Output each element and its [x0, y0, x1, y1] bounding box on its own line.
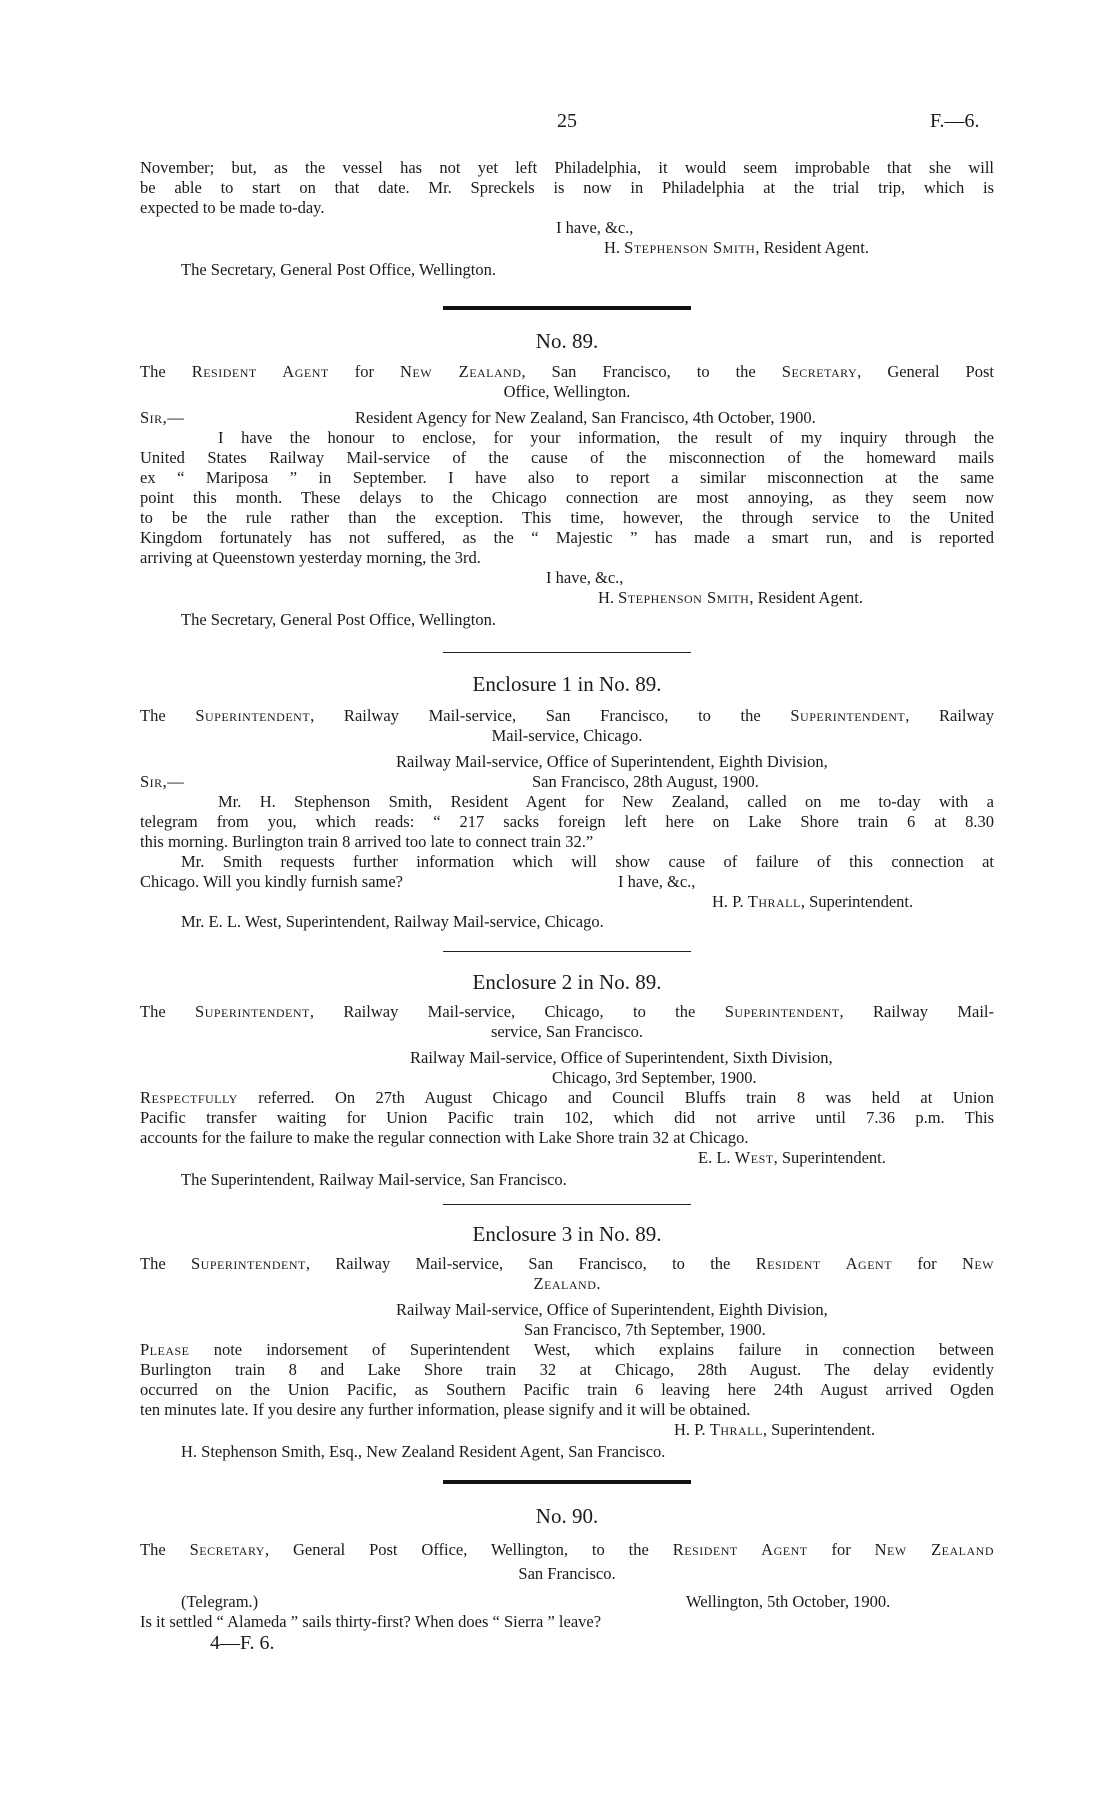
enc1-body-line-4: Mr. Smith requests further information which will show cause of failure of this connection at — [181, 852, 994, 871]
enc3-dateline-1: Railway Mail-service, Office of Superintendent, Eighth Division, — [396, 1300, 828, 1319]
opening-line-1: November; but, as the vessel has not yet left Philadelphia, it would seem improbable that she will — [140, 158, 994, 177]
section-divider — [443, 1204, 691, 1205]
enc1-body-line-5: Chicago. Will you kindly furnish same? — [140, 872, 403, 891]
no89-subtitle-line2: Office, Wellington. — [503, 382, 631, 401]
enc2-body-line-2: Pacific transfer waiting for Union Pacific train 102, which did not arrive until 7.36 p.m. This — [140, 1108, 994, 1127]
section-divider-thick — [443, 306, 691, 310]
section-title-enc2: Enclosure 2 in No. 89. — [472, 970, 662, 994]
enc1-body-line-2: telegram from you, which reads: “ 217 sacks foreign left here on Lake Shore train 6 at 8.30 — [140, 812, 994, 831]
enc1-subtitle-line1: The Superintendent, Railway Mail-service, San Francisco, to the Superintendent, Railway — [140, 706, 994, 725]
no89-salutation: Sir,— — [140, 408, 185, 427]
section-divider — [443, 951, 691, 952]
no89-body-line-3: ex “ Mariposa ” in September. I have also to report a similar misconnection at the same — [140, 468, 994, 487]
enc1-dateline-1: Railway Mail-service, Office of Superintendent, Eighth Division, — [396, 752, 828, 771]
no90-subtitle-line2: San Francisco. — [518, 1564, 616, 1583]
enc2-dateline-1: Railway Mail-service, Office of Superintendent, Sixth Division, — [410, 1048, 833, 1067]
no90-dateline: Wellington, 5th October, 1900. — [686, 1592, 891, 1611]
enc1-subtitle-line2: Mail-service, Chicago. — [491, 726, 643, 745]
enc2-body-line-1: Respectfully referred. On 27th August Chicago and Council Bluffs train 8 was held at Union — [140, 1088, 994, 1107]
enc2-signature: E. L. West, Superintendent. — [698, 1148, 886, 1167]
enc3-dateline-2: San Francisco, 7th September, 1900. — [524, 1320, 766, 1339]
no89-body-line-6: Kingdom fortunately has not suffered, as the “ Majestic ” has made a smart run, and is reported — [140, 528, 994, 547]
enc2-body-line-3: accounts for the failure to make the regular connection with Lake Shore train 32 at Chicago. — [140, 1128, 749, 1147]
enc2-addressee: The Superintendent, Railway Mail-service, San Francisco. — [181, 1170, 567, 1189]
enc1-body-line-3: this morning. Burlington train 8 arrived too late to connect train 32.” — [140, 832, 594, 851]
enc2-subtitle-line1: The Superintendent, Railway Mail-service, Chicago, to the Superintendent, Railway Mail- — [140, 1002, 995, 1021]
opening-line-3: expected to be made to-day. — [140, 198, 325, 217]
enc2-dateline-2: Chicago, 3rd September, 1900. — [552, 1068, 757, 1087]
section-title-enc3: Enclosure 3 in No. 89. — [472, 1222, 662, 1246]
enc3-addressee: H. Stephenson Smith, Esq., New Zealand Resident Agent, San Francisco. — [181, 1442, 666, 1461]
enc3-body-line-1: Please note indorsement of Superintendent West, which explains failure in connection between — [140, 1340, 994, 1359]
enc1-body-line-1: Mr. H. Stephenson Smith, Resident Agent for New Zealand, called on me to-day with a — [218, 792, 994, 811]
no89-subtitle-line1: The Resident Agent for New Zealand, San Francisco, to the Secretary, General Post — [140, 362, 994, 381]
opening-closing: I have, &c., — [556, 218, 634, 237]
enc3-subtitle-line2: Zealand. — [533, 1274, 601, 1293]
document-reference: F.—6. — [930, 110, 980, 132]
no89-closing: I have, &c., — [546, 568, 624, 587]
opening-line-2: be able to start on that date. Mr. Spreckels is now in Philadelphia at the trial trip, which is — [140, 178, 994, 197]
enc1-addressee: Mr. E. L. West, Superintendent, Railway Mail-service, Chicago. — [181, 912, 604, 931]
enc1-salutation: Sir,— — [140, 772, 185, 791]
opening-signature: H. Stephenson Smith, Resident Agent. — [604, 238, 869, 257]
section-title-no90: No. 90. — [535, 1504, 599, 1528]
no89-body-line-1: I have the honour to enclose, for your information, the result of my inquiry through the — [218, 428, 994, 447]
enc1-dateline-2: San Francisco, 28th August, 1900. — [532, 772, 759, 791]
section-title-enc1: Enclosure 1 in No. 89. — [472, 672, 662, 696]
no90-body: Is it settled “ Alameda ” sails thirty-first? When does “ Sierra ” leave? — [140, 1612, 602, 1631]
no89-signature: H. Stephenson Smith, Resident Agent. — [598, 588, 863, 607]
no90-subtitle-line1: The Secretary, General Post Office, Wellington, to the Resident Agent for New Zealand — [140, 1540, 995, 1559]
no89-body-line-5: to be the rule rather than the exception. This time, however, the through service to the United — [140, 508, 994, 527]
no89-addressee: The Secretary, General Post Office, Wellington. — [181, 610, 496, 629]
enc1-signature: H. P. Thrall, Superintendent. — [712, 892, 914, 911]
no90-telegram-label: (Telegram.) — [181, 1592, 259, 1611]
enc3-body-line-3: occurred on the Union Pacific, as Southern Pacific train 6 leaving here 24th August arrived Ogden — [140, 1380, 994, 1399]
signature-mark: 4—F. 6. — [210, 1632, 275, 1654]
no89-body-line-4: point this month. These delays to the Chicago connection are most annoying, as they seem now — [140, 488, 994, 507]
enc3-subtitle-line1: The Superintendent, Railway Mail-service, San Francisco, to the Resident Agent for New — [140, 1254, 995, 1273]
enc3-signature: H. P. Thrall, Superintendent. — [674, 1420, 876, 1439]
section-divider — [443, 652, 691, 653]
section-title-no89: No. 89. — [535, 329, 599, 353]
enc1-closing: I have, &c., — [618, 872, 696, 891]
opening-addressee: The Secretary, General Post Office, Wellington. — [181, 260, 496, 279]
enc3-body-line-4: ten minutes late. If you desire any further information, please signify and it will be obtained. — [140, 1400, 751, 1419]
enc3-body-line-2: Burlington train 8 and Lake Shore train 32 at Chicago, 28th August. The delay evidently — [140, 1360, 994, 1379]
enc2-subtitle-line2: service, San Francisco. — [490, 1022, 644, 1041]
section-divider-thick — [443, 1480, 691, 1484]
no89-dateline: Resident Agency for New Zealand, San Francisco, 4th October, 1900. — [355, 408, 816, 427]
no89-body-line-7: arriving at Queenstown yesterday morning, the 3rd. — [140, 548, 481, 567]
no89-body-line-2: United States Railway Mail-service of the cause of the misconnection of the homeward mails — [140, 448, 994, 467]
page-number: 25 — [557, 110, 577, 132]
